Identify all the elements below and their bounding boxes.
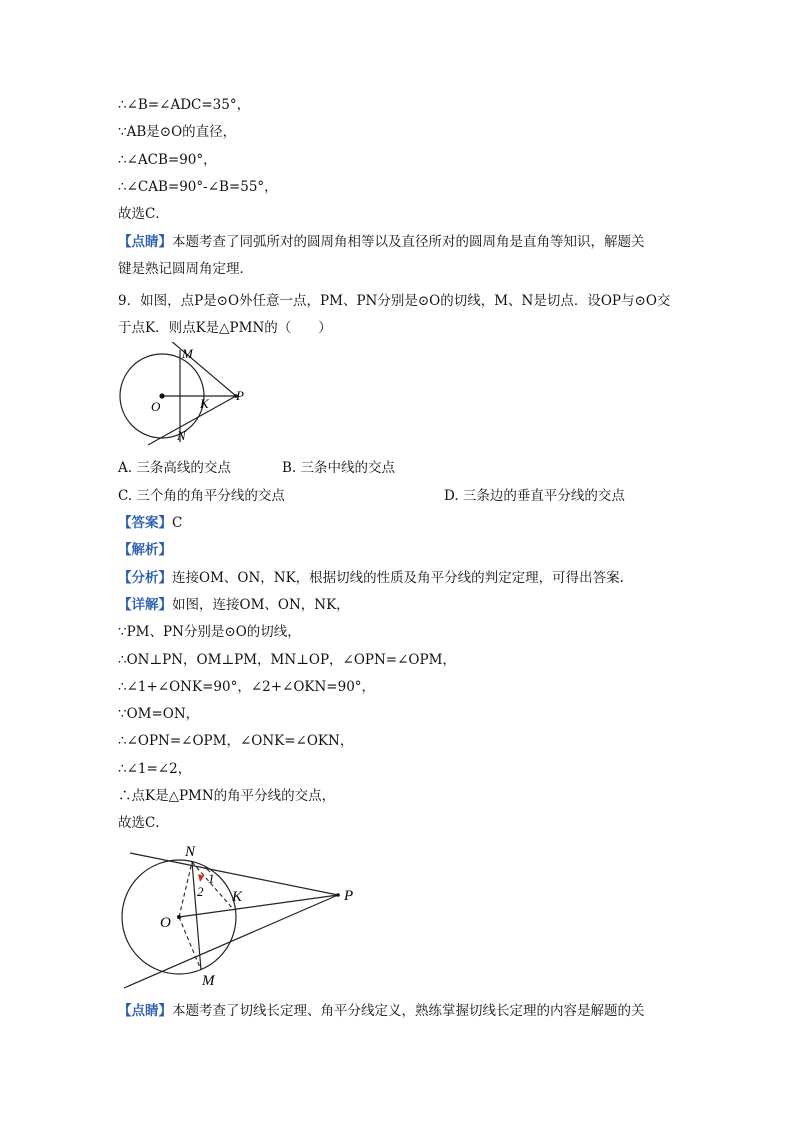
comment-paragraph <box>118 232 645 252</box>
solution-line: 故选C． <box>118 206 169 222</box>
proof-line: ∴ON⊥PN，OM⊥PM，MN⊥OP，∠OPN=∠OPM， <box>118 652 456 668</box>
circle-tangent-figure <box>114 342 254 450</box>
analysis-line <box>118 540 172 560</box>
proof-line: ∵PM、PN分别是⊙O的切线， <box>118 624 301 640</box>
label-n: N <box>185 844 196 860</box>
comment-continuation: 键是熟记圆周角定理． <box>118 261 253 277</box>
solution-line: ∴∠B=∠ADC=35°， <box>118 97 251 113</box>
proof-line: ∴∠1=∠2， <box>118 761 192 777</box>
label-m: M <box>182 346 193 361</box>
point-p <box>336 893 340 897</box>
solution-line: ∴∠CAB=90°-∠B=55°， <box>118 179 278 195</box>
analysis-tag: 【解析】 <box>118 542 172 558</box>
label-o: O <box>160 915 171 931</box>
proof-line: ∴∠OPN=∠OPM，∠ONK=∠OKN， <box>118 733 354 749</box>
segment-on <box>179 862 192 917</box>
proof-figure <box>112 838 372 990</box>
comment-text: 本题考查了切线长定理、角平分线定义，熟练掌握切线长定理的内容是解题的关 <box>172 1003 645 1019</box>
fenxi-text: 连接OM、ON，NK，根据切线的性质及角平分线的判定定理，可得出答案. <box>172 570 624 586</box>
center-point <box>159 393 164 398</box>
comment-paragraph <box>118 1001 645 1021</box>
option-a: A. 三条高线的交点 <box>118 460 231 476</box>
label-p: P <box>344 888 354 904</box>
label-k: K <box>232 889 243 905</box>
fenxi-line <box>118 568 624 588</box>
proof-line: 故选C． <box>118 815 169 831</box>
proof-line: ∴∠1+∠ONK=90°，∠2+∠OKN=90°， <box>118 679 376 695</box>
proof-line: ∵OM=ON， <box>118 706 200 722</box>
proof-line: ∴点K是△PMN的角平分线的交点， <box>118 788 336 804</box>
comment-tag: 【点睛】 <box>118 1003 172 1019</box>
xiangjie-text: 如图，连接OM、ON，NK， <box>172 597 350 613</box>
label-angle-2: 2 <box>197 884 204 899</box>
xiangjie-tag: 【详解】 <box>118 597 172 613</box>
fenxi-tag: 【分析】 <box>118 570 172 586</box>
solution-line: ∴∠ACB=90°， <box>118 152 217 168</box>
answer-tag: 【答案】 <box>118 515 172 531</box>
xiangjie-line <box>118 595 350 615</box>
tangent-pm <box>124 895 338 988</box>
solution-line: ∵AB是⊙O的直径， <box>118 124 237 140</box>
option-c: C. 三个角的角平分线的交点 <box>118 488 285 504</box>
question-line: 9．如图，点P是⊙O外任意一点，PM、PN分别是⊙O的切线，M、N是切点．设OP与⊙O交 <box>118 293 671 309</box>
label-n: N <box>177 428 186 443</box>
answer-value: C <box>172 515 183 531</box>
label-k: K <box>200 396 209 411</box>
comment-text: 本题考查了同弧所对的圆周角相等以及直径所对的圆周角是直角等知识，解题关 <box>172 234 645 250</box>
question-line: 于点K．则点K是△PMN的（ ） <box>118 320 332 336</box>
label-angle-1: 1 <box>208 871 215 886</box>
answer-line <box>118 513 182 533</box>
tangent-pn <box>148 396 236 445</box>
center-point <box>177 915 181 919</box>
option-d: D. 三条边的垂直平分线的交点 <box>444 488 625 504</box>
label-o: O <box>151 399 161 414</box>
comment-tag: 【点睛】 <box>118 234 172 250</box>
label-m: M <box>202 973 215 989</box>
option-b: B. 三条中线的交点 <box>282 460 396 476</box>
label-p: P <box>236 388 244 403</box>
